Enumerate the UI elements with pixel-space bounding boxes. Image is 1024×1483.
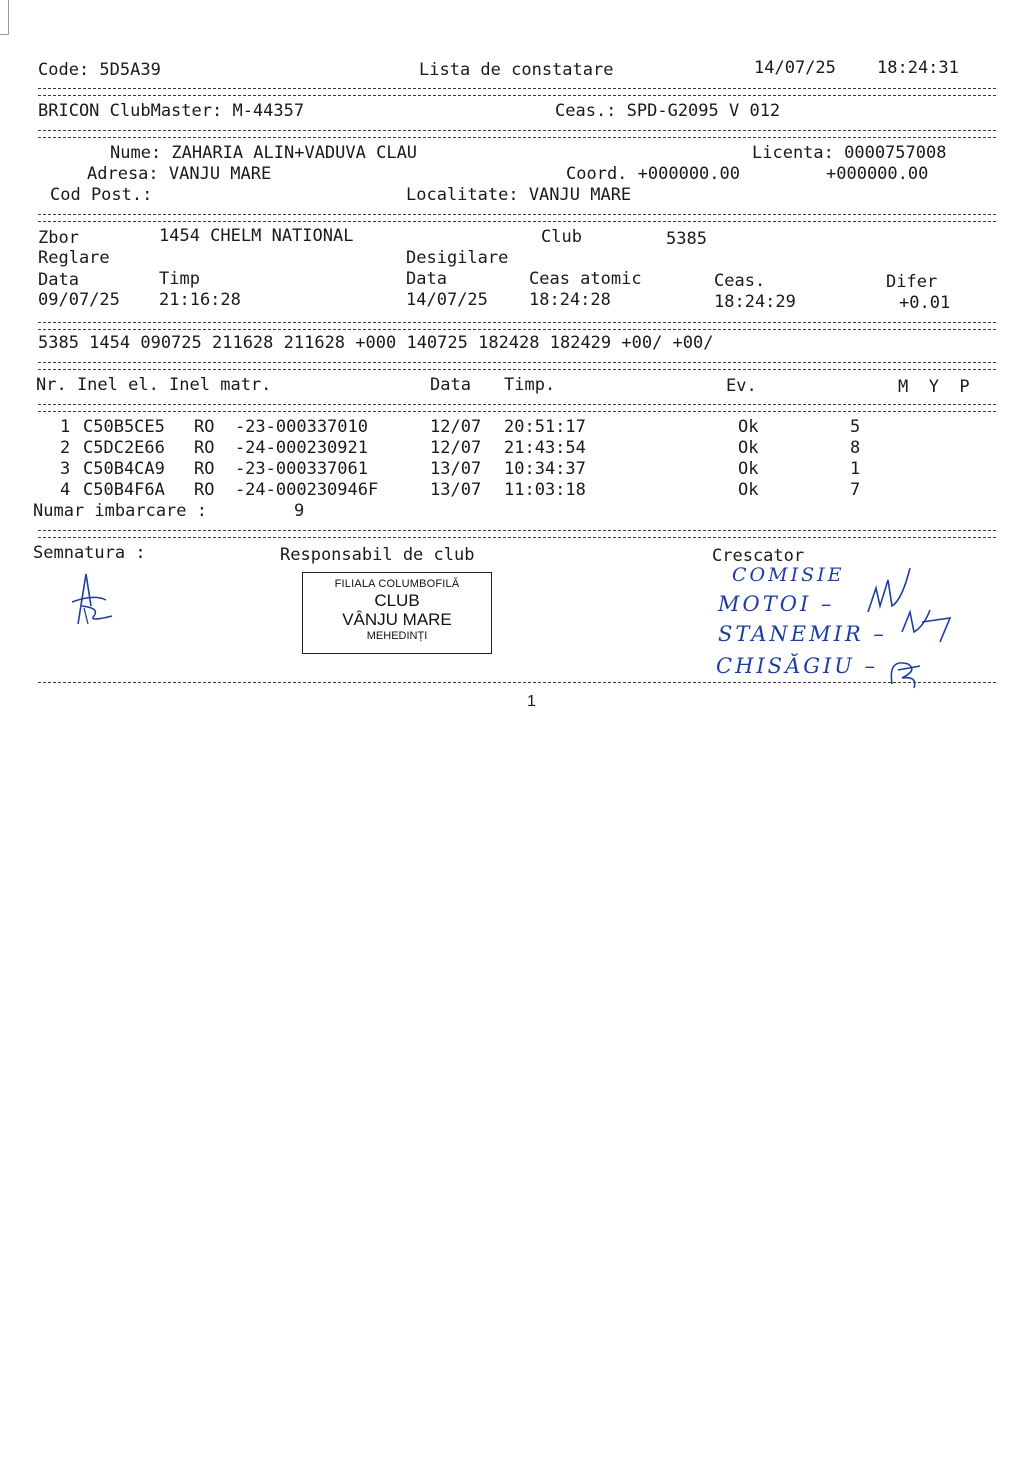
- flight-value: 1454 CHELM NATIONAL: [159, 226, 354, 246]
- row-event: Ok: [738, 438, 759, 458]
- row-event: Ok: [738, 417, 759, 437]
- header-time: 18:24:31: [877, 58, 959, 78]
- row-electronic-ring: C50B5CE5: [83, 417, 165, 437]
- divider: [38, 221, 996, 222]
- owner-postal-code: Cod Post.:: [50, 185, 153, 205]
- handwritten-chisagiu: CHISĂGIU –: [716, 654, 879, 678]
- row-time: 11:03:18: [504, 480, 586, 500]
- divider: [38, 88, 996, 89]
- owner-coord: Coord. +000000.00: [566, 164, 740, 184]
- row-electronic-ring: C50B4F6A: [83, 480, 165, 500]
- club-stamp: [302, 572, 492, 654]
- row-event: Ok: [738, 480, 759, 500]
- row-time: 20:51:17: [504, 417, 586, 437]
- clubmaster-id: BRICON ClubMaster: M-44357: [38, 101, 305, 121]
- row-ring-registration: RO -24-000230921: [194, 438, 368, 458]
- val-ceas: 18:24:29: [714, 292, 796, 312]
- divider: [38, 95, 996, 96]
- row-ring-registration: RO -23-000337010: [194, 417, 368, 437]
- row-m: 5: [850, 417, 861, 437]
- row-date: 13/07: [430, 459, 482, 479]
- divider: [38, 137, 996, 138]
- divider: [38, 530, 996, 531]
- divider: [38, 411, 996, 412]
- reglare-label: Reglare: [38, 248, 110, 268]
- table-header-time: Timp.: [504, 375, 556, 395]
- val-ceas-atomic: 18:24:28: [529, 290, 611, 310]
- boarding-value: 9: [294, 501, 305, 521]
- document-code: Code: 5D5A39: [38, 60, 161, 80]
- row-number: 4: [60, 480, 71, 500]
- table-header-myp: M Y P: [898, 377, 970, 397]
- row-time: 21:43:54: [504, 438, 586, 458]
- owner-locality: Localitate: VANJU MARE: [406, 185, 632, 205]
- divider: [38, 369, 996, 370]
- val-difer: +0.01: [899, 293, 951, 313]
- val-data-reglare: 09/07/25: [38, 290, 120, 310]
- divider: [38, 329, 996, 330]
- divider: [38, 322, 996, 323]
- handwritten-initials-icon: [858, 566, 968, 690]
- owner-name: Nume: ZAHARIA ALIN+VADUVA CLAU: [110, 143, 418, 163]
- col-data-reglare: Data: [38, 270, 79, 290]
- val-data-desigilare: 14/07/25: [406, 290, 488, 310]
- table-header-event: Ev.: [726, 376, 757, 396]
- stamp-line-4: MEHEDINȚI: [366, 630, 428, 642]
- col-ceas: Ceas.: [714, 271, 766, 291]
- val-timp-reglare: 21:16:28: [159, 290, 241, 310]
- desigilare-label: Desigilare: [406, 248, 509, 268]
- row-number: 3: [60, 459, 71, 479]
- stamp-line-1: FILIALA COLUMBOFILĂ: [334, 578, 460, 590]
- stamp-line-3: VÂNJU MARE: [342, 610, 452, 629]
- divider: [38, 404, 996, 405]
- page-number: 1: [527, 693, 536, 710]
- row-event: Ok: [738, 459, 759, 479]
- col-data-desigilare: Data: [406, 269, 447, 289]
- signature-label: Semnatura :: [33, 543, 146, 563]
- club-value: 5385: [666, 229, 707, 249]
- divider: [38, 682, 996, 683]
- owner-address: Adresa: VANJU MARE: [87, 164, 272, 184]
- divider: [38, 537, 996, 538]
- handwritten-motoi: MOTOI –: [718, 592, 835, 616]
- col-difer: Difer: [886, 272, 938, 292]
- row-m: 8: [850, 438, 861, 458]
- handwritten-stanemir: STANEMIR –: [718, 622, 887, 646]
- table-header-rings: Nr. Inel el. Inel matr.: [36, 375, 272, 395]
- scan-corner-mark: [0, 0, 9, 35]
- stamp-line-2: CLUB: [374, 591, 420, 610]
- row-ring-registration: RO -24-000230946F: [194, 480, 379, 500]
- table-header-date: Data: [430, 375, 471, 395]
- club-label: Club: [541, 227, 582, 247]
- divider: [38, 214, 996, 215]
- signature-mark-icon: [64, 566, 124, 628]
- handwritten-commission: COMISIE: [732, 564, 845, 586]
- col-timp-reglare: Timp: [159, 269, 200, 289]
- row-m: 7: [850, 480, 861, 500]
- boarding-label: Numar imbarcare :: [33, 501, 207, 521]
- flight-label: Zbor: [38, 228, 79, 248]
- breeder-label: Crescator: [712, 546, 805, 566]
- row-electronic-ring: C50B4CA9: [83, 459, 165, 479]
- row-number: 1: [60, 417, 71, 437]
- clock-id: Ceas.: SPD-G2095 V 012: [555, 101, 781, 121]
- owner-coord-2: +000000.00: [826, 164, 929, 184]
- row-date: 12/07: [430, 438, 482, 458]
- document-title: Lista de constatare: [419, 60, 614, 80]
- header-date: 14/07/25: [754, 58, 836, 78]
- row-electronic-ring: C5DC2E66: [83, 438, 165, 458]
- divider: [38, 130, 996, 131]
- row-number: 2: [60, 438, 71, 458]
- row-time: 10:34:37: [504, 459, 586, 479]
- row-ring-registration: RO -23-000337061: [194, 459, 368, 479]
- col-ceas-atomic: Ceas atomic: [529, 269, 642, 289]
- row-m: 1: [850, 459, 861, 479]
- row-date: 13/07: [430, 480, 482, 500]
- club-responsible-label: Responsabil de club: [280, 545, 475, 565]
- divider: [38, 362, 996, 363]
- owner-license: Licenta: 0000757008: [752, 143, 947, 163]
- code-line: 5385 1454 090725 211628 211628 +000 140725 182428 182429 +00/ +00/: [38, 333, 714, 353]
- row-date: 12/07: [430, 417, 482, 437]
